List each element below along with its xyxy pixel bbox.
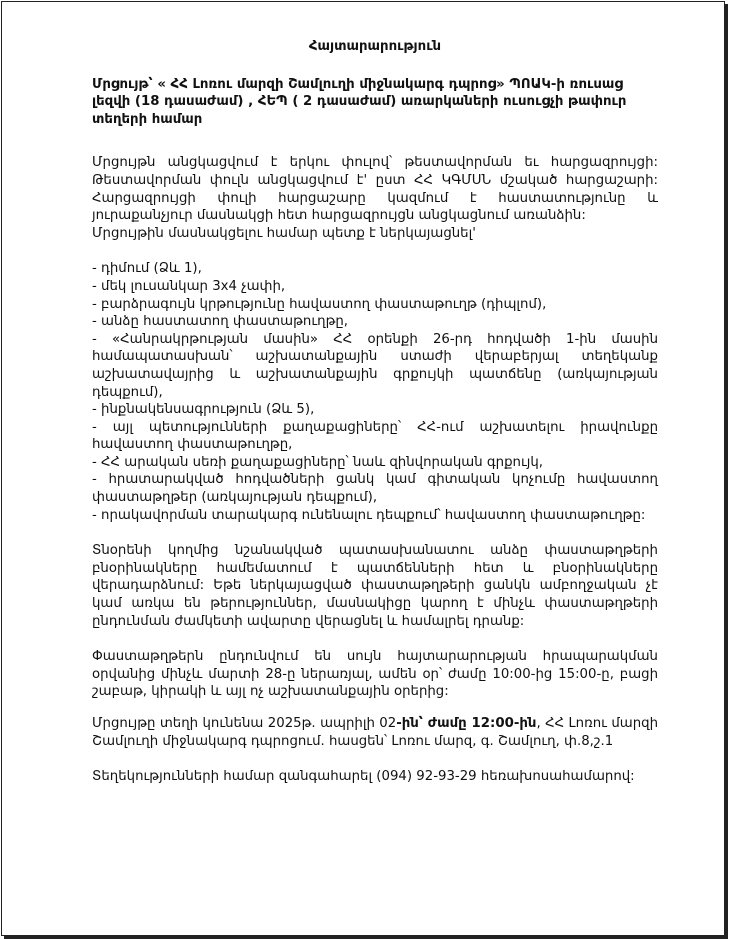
list-item: - մեկ լուսանկար 3x4 չափի, xyxy=(92,278,286,294)
list-item: - ինքնակենսագրություն (Ձև 5), xyxy=(92,402,315,418)
list-item: - անձը հաստատող փաստաթուղթը, xyxy=(92,314,349,330)
list-item: - բարձրագույն կրթությունը հավաստող փաստաթուղթ (դիպլոմ), xyxy=(92,296,547,312)
contact-paragraph: Տեղեկությունների համար զանգահարել (094) 92-93-29 հեռախոսահամարով: xyxy=(92,769,635,785)
acceptance-paragraph: Փաստաթղթերն ընդունվում են սույն հայտարարության հրապարակման օրվանից մինչև մարտի 28-ը ներառյալ, ամեն օր՝ ժամը 10:00-ից 15:00-ը, բացի շաբաթ, կիրակի և այլ ոչ աշխատանքային օրերից: xyxy=(92,649,658,700)
requirements-list xyxy=(92,260,658,524)
document-page xyxy=(1,1,725,936)
verification-paragraph: Տնօրենի կողմից նշանակված պատասխանատու անձը փաստաթղթերի բնօրինակները համեմատում է պատճենների հետ և բնօրինակները վերադարձնում: Եթե ներկայացված փաստաթղթերի ցանկն ամբողջական չէ կամ առկա են թերություններ, մասնակիցը կարող է մինչև փաստաթղթերի ընդունման ժամկետի ավարտը վերացնել և համալրել դրանք: xyxy=(92,543,658,629)
requirements-lead: Մրցույթին մասնակցելու համար պետք է ներկայացնել' xyxy=(92,225,476,241)
document-title: Հայտարարություն xyxy=(308,39,442,54)
venue-date: Մրցույթը տեղի կունենա 2025թ. ապրիլի 02 xyxy=(92,716,397,731)
intro-paragraph: Մրցույթն անցկացվում է երկու փուլով՝ թեստավորման եւ հարցազրույցի: Թեստավորման փուլն անցկացվում է' ըստ ՀՀ ԿԳՄՍՆ մշակած հարցաշարի: Հարցազրույցի փուլի հարցաշարը կազմում է հաստատությունը և յուրաքանչյուր մասնակցի հետ հարցազրույցն անցկացնում առանձին: xyxy=(92,155,658,224)
venue-time: -ին՝ ժամը 12:00-ին xyxy=(396,716,537,731)
venue-paragraph xyxy=(92,715,658,750)
list-item: - դիմում (Ձև 1), xyxy=(92,261,202,277)
list-item: - ՀՀ արական սեռի քաղաքացիները՝ նաև զինվորական գրքույկ, xyxy=(92,454,544,470)
venue-address: , ՀՀ Լոռու մարզի Շամլուղի միջնակարգ դպրոցում. հասցեն՝ Լոռու մարզ, գ. Շամլուղ, փ.8,շ.1 xyxy=(92,716,658,749)
competition-subject: Մրցույթ՝ « ՀՀ Լոռու մարզի Շամլուղի միջնակարգ դպրոց» ՊՈԱԿ-ի ռուսաց լեզվի (18 դասաժամ) , ՀԵՊ ( 2 դասաժամ) առարկաների ուսուցչի թափուր տեղերի համար xyxy=(92,76,627,127)
list-item: - որակավորման տարակարգ ունենալու դեպքում՝ հավաստող փաստաթուղթը: xyxy=(92,507,646,523)
list-item: - «Հանրակրթության մասին» ՀՀ օրենքի 26-րդ հոդվածի 1-ին մասին համապատասխան՝ աշխատանքային ստաժի վերաբերյալ տեղեկանք աշխատավայրից և աշխատանքային գրքույկի պատճենը (առկայության դեպքում), xyxy=(92,331,658,400)
list-item: - հրատարակված հոդվածների ցանկ կամ գիտական կոչումը հավաստող փաստաթղթեր (առկայության դեպքում), xyxy=(92,472,658,506)
document-body xyxy=(92,38,658,786)
list-item: - այլ պետությունների քաղաքացիները՝ ՀՀ-ում աշխատելու իրավունքը հավաստող փաստաթուղթը, xyxy=(92,419,658,453)
